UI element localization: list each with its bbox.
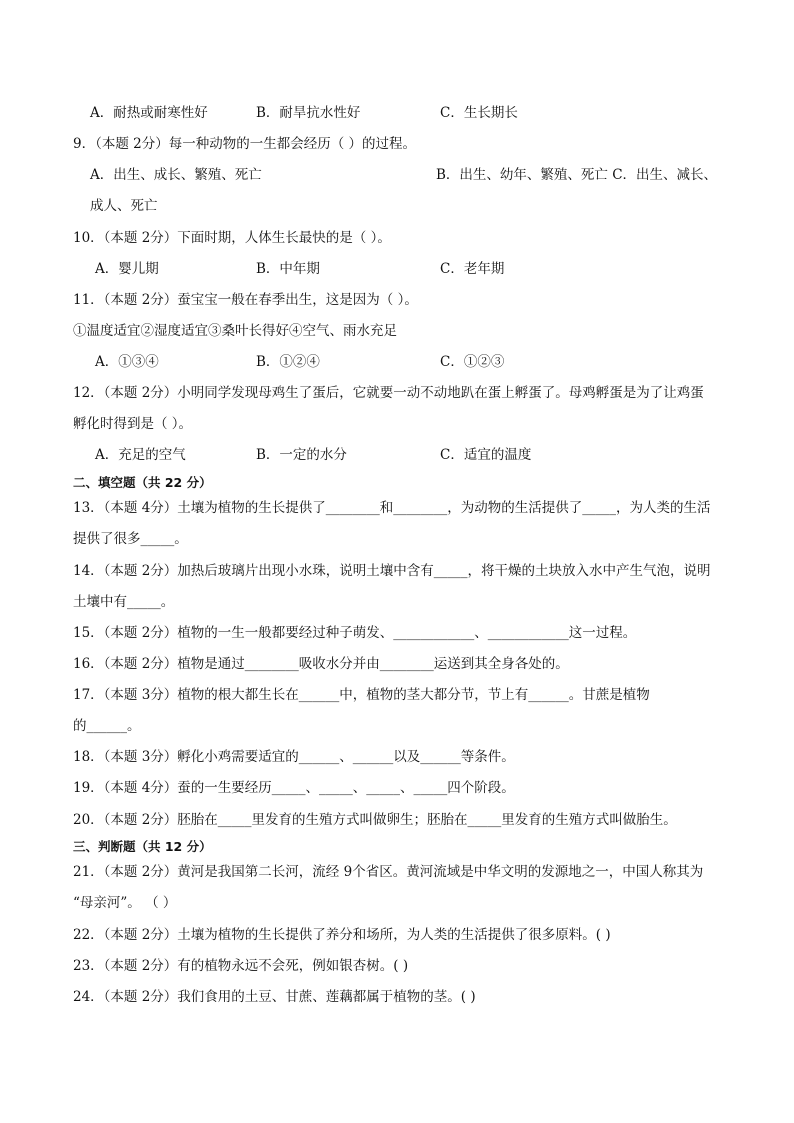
q21-line2: “母亲河”。 （ ） bbox=[73, 895, 177, 911]
q16: 16．（本题 2分）植物是通过________吸收水分并由________运送到其全身各处的。 bbox=[73, 656, 569, 672]
q9-option-c-continued: 成人、死亡 bbox=[90, 198, 158, 214]
q9-stem: 9．（本题 2分）每一种动物的一生都会经历（ ）的过程。 bbox=[73, 136, 417, 152]
q11-option-a: A．①③④ bbox=[95, 354, 159, 370]
q11-conditions: ①温度适宜②湿度适宜③桑叶长得好④空气、雨水充足 bbox=[73, 323, 397, 339]
q10-option-c: C．老年期 bbox=[440, 261, 505, 277]
q15: 15．（本题 2分）植物的一生一般都要经过种子萌发、____________、____________这一过程。 bbox=[73, 625, 637, 641]
q18: 18．（本题 3分）孵化小鸡需要适宜的______、______以及______等条件。 bbox=[73, 749, 515, 765]
q21-line1: 21．（本题 2分）黄河是我国第二长河，流经 9个省区。黄河流域是中华文明的发源地之一，中国人称其为 bbox=[73, 864, 704, 880]
q23: 23．（本题 2分）有的植物永远不会死，例如银杏树。( ) bbox=[73, 958, 409, 974]
q14-line1: 14．（本题 2分）加热后玻璃片出现小水珠，说明土壤中含有_____，将干燥的土块放入水中产生气泡，说明 bbox=[73, 563, 711, 579]
q8-option-b: B．耐旱抗水性好 bbox=[256, 105, 361, 121]
q11-option-c: C．①②③ bbox=[440, 354, 505, 370]
q22: 22．（本题 2分）土壤为植物的生长提供了养分和场所，为人类的生活提供了很多原料。( ) bbox=[73, 927, 611, 943]
q12-stem-line2: 孵化时得到是（ ）。 bbox=[73, 416, 193, 432]
q10-option-a: A．婴儿期 bbox=[95, 261, 159, 277]
section-fill-in-title: 二、填空题（共 22 分） bbox=[73, 475, 212, 490]
q12-stem-line1: 12．（本题 2分）小明同学发现母鸡生了蛋后，它就要一动不动地趴在蛋上孵蛋了。母鸡孵蛋是为了让鸡蛋 bbox=[73, 385, 704, 401]
q8-option-c: C．生长期长 bbox=[440, 105, 518, 121]
q19: 19．（本题 4分）蚕的一生要经历_____、_____、_____、_____四个阶段。 bbox=[73, 780, 515, 796]
q12-option-c: C．适宜的温度 bbox=[440, 447, 532, 463]
q12-option-b: B．一定的水分 bbox=[256, 447, 347, 463]
q13-line1: 13．（本题 4分）土壤为植物的生长提供了________和________，为动物的生活提供了_____，为人类的生活 bbox=[73, 500, 711, 516]
q17-line1: 17．（本题 3分）植物的根大都生长在______中，植物的茎大都分节，节上有______。甘蔗是植物 bbox=[73, 687, 650, 703]
q9-option-bc: B．出生、幼年、繁殖、死亡 C．出生、减长、 bbox=[436, 167, 718, 183]
q13-line2: 提供了很多_____。 bbox=[73, 531, 188, 547]
q17-line2: 的______。 bbox=[73, 718, 141, 734]
q14-line2: 土壤中有_____。 bbox=[73, 594, 175, 610]
q11-option-b: B．①②④ bbox=[256, 354, 320, 370]
section-true-false-title: 三、判断题（共 12 分） bbox=[73, 839, 212, 854]
q24: 24．（本题 2分）我们食用的土豆、甘蔗、莲藕都属于植物的茎。( ) bbox=[73, 989, 476, 1005]
q20: 20．（本题 2分）胚胎在_____里发育的生殖方式叫做卵生；胚胎在_____里发育的生殖方式叫做胎生。 bbox=[73, 812, 677, 828]
q10-option-b: B．中年期 bbox=[256, 261, 320, 277]
q11-stem: 11．（本题 2分）蚕宝宝一般在春季出生，这是因为（ ）。 bbox=[73, 292, 418, 308]
q8-option-a: A．耐热或耐寒性好 bbox=[90, 105, 208, 121]
q12-option-a: A．充足的空气 bbox=[95, 447, 186, 463]
q9-option-a: A．出生、成长、繁殖、死亡 bbox=[90, 167, 262, 183]
q10-stem: 10．（本题 2分）下面时期，人体生长最快的是（ ）。 bbox=[73, 230, 391, 246]
